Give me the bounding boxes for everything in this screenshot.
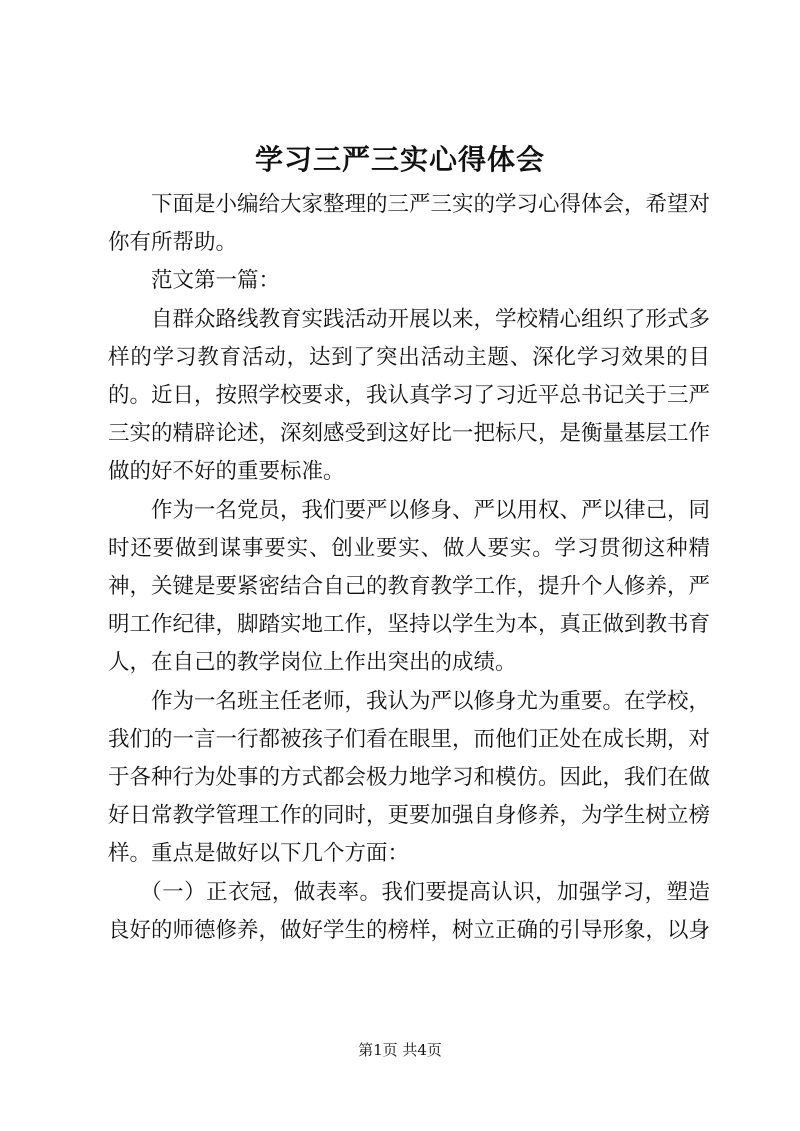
intro-paragraph: 下面是小编给大家整理的三严三实的学习心得体会，希望对你有所帮助。	[108, 192, 711, 256]
document-body	[108, 186, 710, 950]
body-paragraph: 自群众路线教育实践活动开展以来，学校精心组织了形式多样的学习教育活动，达到了突出活动主题、深化学习效果的目的。近日，按照学校要求，我认真学习了习近平总书记关于三严三实的精辟论述，深刻感受到这好比一把标尺，是衡量基层工作做的好不好的重要标准。	[108, 306, 711, 485]
document-title: 学习三严三实心得体会	[254, 143, 545, 176]
body-paragraph: 作为一名党员，我们要严以修身、严以用权、严以律己，同时还要做到谋事要实、创业要实、做人要实。学习贯彻这种精神，关键是要紧密结合自己的教育教学工作，提升个人修养，严明工作纪律，脚踏实地工作，坚持以学生为本，真正做到教书育人，在自己的教学岗位上作出突出的成绩。	[108, 497, 711, 676]
section-heading: 范文第一篇：	[151, 268, 281, 294]
page-number-footer: 第1页 共4页	[358, 1041, 442, 1059]
body-paragraph: 作为一名班主任老师，我认为严以修身尤为重要。在学校，我们的一言一行都被孩子们看在眼里，而他们正处在成长期，对于各种行为处事的方式都会极力地学习和模仿。因此，我们在做好日常教学管理工作的同时，更要加强自身修养，为学生树立榜样。重点是做好以下几个方面：	[108, 688, 711, 867]
list-item-paragraph: （一）正衣冠，做表率。我们要提高认识，加强学习，塑造良好的师德修养，做好学生的榜样，树立正确的引导形象，以身	[108, 879, 711, 943]
